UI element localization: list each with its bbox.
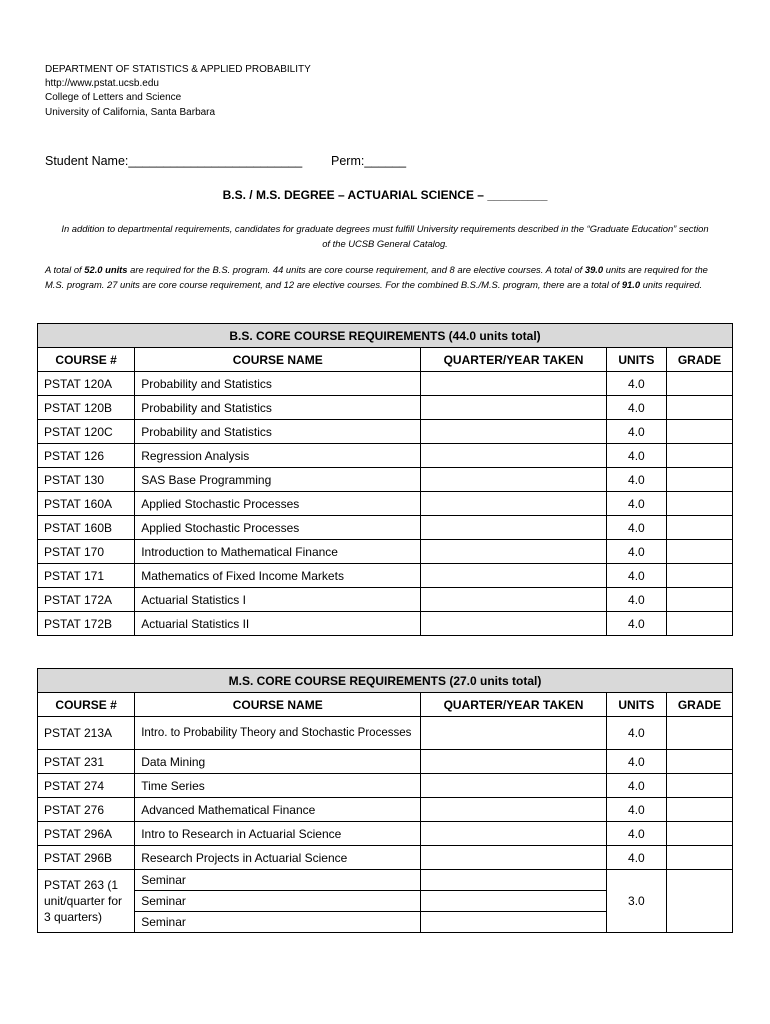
grade-cell[interactable] bbox=[667, 516, 733, 540]
quarter-cell[interactable] bbox=[421, 846, 606, 870]
quarter-cell[interactable] bbox=[421, 891, 606, 912]
page-title: B.S. / M.S. DEGREE – ACTUARIAL SCIENCE – _________ bbox=[222, 188, 548, 202]
col-grade-header: GRADE bbox=[667, 348, 733, 372]
course-name-cell: Advanced Mathematical Finance bbox=[135, 798, 421, 822]
course-name-cell: Actuarial Statistics I bbox=[135, 588, 421, 612]
student-name-field[interactable]: Student Name:_________________________ bbox=[45, 154, 303, 168]
grade-cell[interactable] bbox=[667, 588, 733, 612]
table-row bbox=[38, 588, 733, 612]
grade-cell[interactable] bbox=[667, 717, 733, 750]
table-row bbox=[38, 846, 733, 870]
grade-cell[interactable] bbox=[667, 372, 733, 396]
table-row bbox=[38, 540, 733, 564]
bs-table-caption: B.S. CORE COURSE REQUIREMENTS (44.0 units total) bbox=[38, 324, 733, 348]
units-cell: 4.0 bbox=[606, 540, 666, 564]
table-row bbox=[38, 420, 733, 444]
department-name: DEPARTMENT OF STATISTICS & APPLIED PROBABILITY bbox=[45, 64, 311, 75]
table-row bbox=[38, 444, 733, 468]
units-cell: 4.0 bbox=[606, 396, 666, 420]
course-name-cell: Applied Stochastic Processes bbox=[135, 516, 421, 540]
bs-units: 52.0 units bbox=[84, 264, 128, 275]
quarter-cell[interactable] bbox=[421, 564, 606, 588]
table-row bbox=[38, 468, 733, 492]
units-cell: 4.0 bbox=[606, 612, 666, 636]
units-cell: 4.0 bbox=[606, 588, 666, 612]
seminar-name-cell: Seminar bbox=[135, 891, 421, 912]
course-cell: PSTAT 296A bbox=[38, 822, 135, 846]
grade-cell[interactable] bbox=[667, 420, 733, 444]
course-cell: PSTAT 120A bbox=[38, 372, 135, 396]
course-cell: PSTAT 130 bbox=[38, 468, 135, 492]
table-row bbox=[38, 774, 733, 798]
units-cell: 4.0 bbox=[606, 717, 666, 750]
units-cell: 4.0 bbox=[606, 516, 666, 540]
units-cell: 4.0 bbox=[606, 750, 666, 774]
course-name-cell: Regression Analysis bbox=[135, 444, 421, 468]
quarter-cell[interactable] bbox=[421, 420, 606, 444]
quarter-cell[interactable] bbox=[421, 870, 606, 891]
table-row bbox=[38, 372, 733, 396]
course-name-cell: Actuarial Statistics II bbox=[135, 612, 421, 636]
units-cell: 4.0 bbox=[606, 468, 666, 492]
perm-field[interactable]: Perm:______ bbox=[331, 154, 407, 168]
col-name-header: COURSE NAME bbox=[135, 348, 421, 372]
grade-cell[interactable] bbox=[667, 612, 733, 636]
grade-cell[interactable] bbox=[667, 468, 733, 492]
col-quarter-header: QUARTER/YEAR TAKEN bbox=[421, 693, 606, 717]
quarter-cell[interactable] bbox=[421, 468, 606, 492]
course-cell: PSTAT 296B bbox=[38, 846, 135, 870]
course-cell: PSTAT 276 bbox=[38, 798, 135, 822]
quarter-cell[interactable] bbox=[421, 912, 606, 933]
course-name-cell: Intro to Research in Actuarial Science bbox=[135, 822, 421, 846]
quarter-cell[interactable] bbox=[421, 372, 606, 396]
course-cell: PSTAT 231 bbox=[38, 750, 135, 774]
total-units: 91.0 bbox=[621, 278, 641, 290]
col-name-header: COURSE NAME bbox=[135, 693, 421, 717]
table-row bbox=[38, 750, 733, 774]
table-row bbox=[38, 396, 733, 420]
course-cell: PSTAT 170 bbox=[38, 540, 135, 564]
course-cell: PSTAT 160B bbox=[38, 516, 135, 540]
units-requirement-paragraph: A total of 52.0 units are required for the B.S. program. 44 units are core course requirement, and 8 are elective courses. A total of 39.0 units are required for the M.S. program. 27 units are core course requirement, and 12 are elective courses. For the combined B.S./M.S. program, there are a total of 91.0 units required. bbox=[45, 264, 708, 290]
grade-cell[interactable] bbox=[667, 396, 733, 420]
units-cell: 4.0 bbox=[606, 444, 666, 468]
table-row bbox=[38, 492, 733, 516]
course-name-cell: Data Mining bbox=[135, 750, 421, 774]
grade-cell[interactable] bbox=[667, 774, 733, 798]
units-cell: 4.0 bbox=[606, 798, 666, 822]
grade-cell[interactable] bbox=[667, 846, 733, 870]
bs-core-table bbox=[37, 323, 733, 636]
quarter-cell[interactable] bbox=[421, 516, 606, 540]
course-cell: PSTAT 172A bbox=[38, 588, 135, 612]
units-cell: 4.0 bbox=[606, 372, 666, 396]
graduate-note: In addition to departmental requirements, candidates for graduate degrees must fulfill University requirements described in the “Graduate Education” section of the UCSB General Catalog. bbox=[61, 223, 709, 249]
seminar-course-cell: PSTAT 263 (1 unit/quarter for 3 quarters) bbox=[38, 870, 135, 933]
grade-cell[interactable] bbox=[667, 870, 733, 933]
course-cell: PSTAT 120C bbox=[38, 420, 135, 444]
col-course-header: COURSE # bbox=[38, 348, 135, 372]
col-units-header: UNITS bbox=[606, 693, 666, 717]
course-name-cell: Time Series bbox=[135, 774, 421, 798]
university-name: University of California, Santa Barbara bbox=[45, 106, 216, 118]
table-row bbox=[38, 822, 733, 846]
quarter-cell[interactable] bbox=[421, 492, 606, 516]
quarter-cell[interactable] bbox=[421, 540, 606, 564]
grade-cell[interactable] bbox=[667, 798, 733, 822]
course-name-cell: Probability and Statistics bbox=[135, 396, 421, 420]
course-cell: PSTAT 213A bbox=[38, 717, 135, 750]
course-cell: PSTAT 126 bbox=[38, 444, 135, 468]
table-row bbox=[38, 717, 733, 750]
quarter-cell[interactable] bbox=[421, 588, 606, 612]
table-row bbox=[38, 612, 733, 636]
course-name-cell: Introduction to Mathematical Finance bbox=[135, 540, 421, 564]
quarter-cell[interactable] bbox=[421, 750, 606, 774]
grade-cell[interactable] bbox=[667, 444, 733, 468]
quarter-cell[interactable] bbox=[421, 798, 606, 822]
seminar-units-cell: 3.0 bbox=[606, 870, 666, 933]
course-name-cell: Probability and Statistics bbox=[135, 372, 421, 396]
grade-cell[interactable] bbox=[667, 492, 733, 516]
seminar-name-cell: Seminar bbox=[135, 912, 421, 933]
col-units-header: UNITS bbox=[606, 348, 666, 372]
col-course-header: COURSE # bbox=[38, 693, 135, 717]
grade-cell[interactable] bbox=[667, 540, 733, 564]
department-header bbox=[45, 63, 311, 120]
quarter-cell[interactable] bbox=[421, 396, 606, 420]
course-name-cell: Probability and Statistics bbox=[135, 420, 421, 444]
table-row bbox=[38, 564, 733, 588]
grade-cell[interactable] bbox=[667, 822, 733, 846]
grade-cell[interactable] bbox=[667, 750, 733, 774]
quarter-cell[interactable] bbox=[421, 444, 606, 468]
course-name-cell: Applied Stochastic Processes bbox=[135, 492, 421, 516]
quarter-cell[interactable] bbox=[421, 612, 606, 636]
course-name-cell: SAS Base Programming bbox=[135, 468, 421, 492]
course-cell: PSTAT 172B bbox=[38, 612, 135, 636]
course-cell: PSTAT 274 bbox=[38, 774, 135, 798]
course-cell: PSTAT 120B bbox=[38, 396, 135, 420]
table-row bbox=[38, 798, 733, 822]
units-cell: 4.0 bbox=[606, 564, 666, 588]
ms-units: 39.0 bbox=[584, 264, 604, 275]
course-name-cell: Intro. to Probability Theory and Stochastic Processes bbox=[135, 717, 421, 750]
quarter-cell[interactable] bbox=[421, 774, 606, 798]
course-cell: PSTAT 160A bbox=[38, 492, 135, 516]
table-row bbox=[38, 516, 733, 540]
col-grade-header: GRADE bbox=[667, 693, 733, 717]
units-cell: 4.0 bbox=[606, 420, 666, 444]
units-cell: 4.0 bbox=[606, 774, 666, 798]
course-cell: PSTAT 171 bbox=[38, 564, 135, 588]
ms-core-table bbox=[37, 668, 733, 933]
ms-table-caption: M.S. CORE COURSE REQUIREMENTS (27.0 units total) bbox=[38, 669, 733, 693]
course-name-cell: Mathematics of Fixed Income Markets bbox=[135, 564, 421, 588]
course-name-cell: Research Projects in Actuarial Science bbox=[135, 846, 421, 870]
units-cell: 4.0 bbox=[606, 492, 666, 516]
college-name: College of Letters and Science bbox=[45, 92, 182, 104]
quarter-cell[interactable] bbox=[421, 822, 606, 846]
col-quarter-header: QUARTER/YEAR TAKEN bbox=[421, 348, 606, 372]
grade-cell[interactable] bbox=[667, 564, 733, 588]
units-cell: 4.0 bbox=[606, 822, 666, 846]
quarter-cell[interactable] bbox=[421, 717, 606, 750]
department-url: http://www.pstat.ucsb.edu bbox=[45, 78, 159, 90]
units-cell: 4.0 bbox=[606, 846, 666, 870]
seminar-name-cell: Seminar bbox=[135, 870, 421, 891]
